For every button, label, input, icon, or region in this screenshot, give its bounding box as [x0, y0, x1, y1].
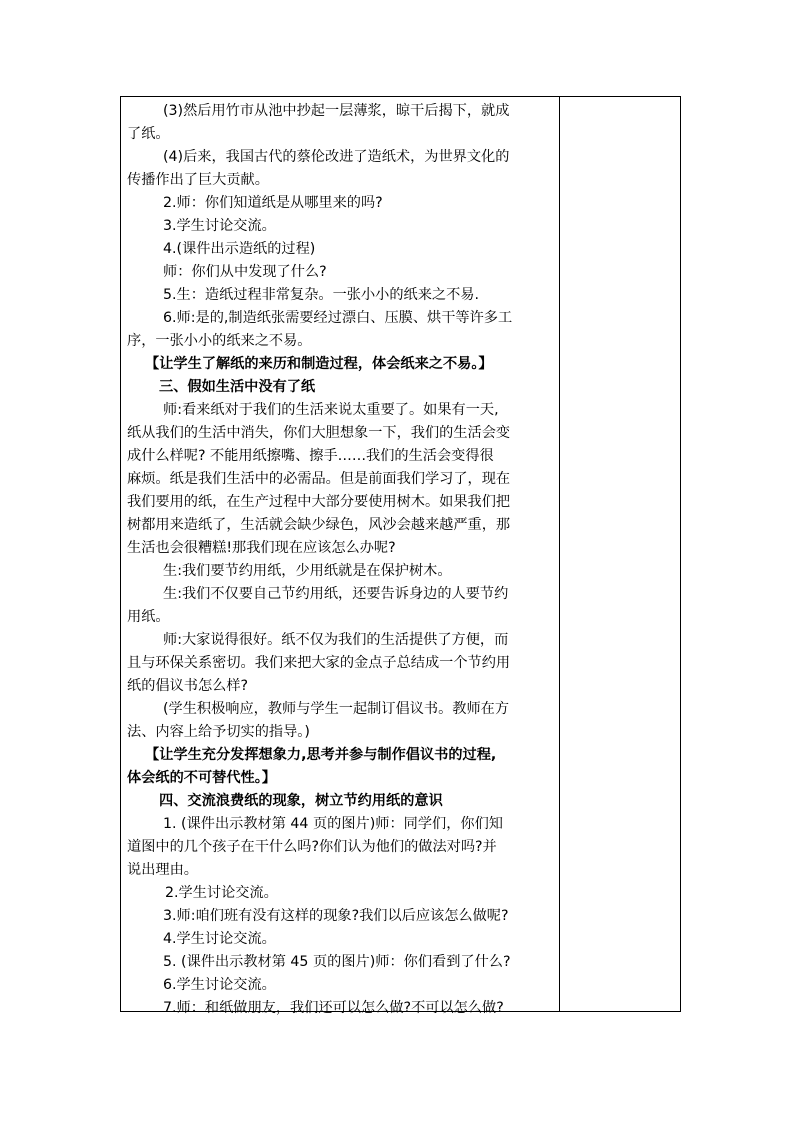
text-line: 6.师:是的,制造纸张需要经过漂白、压膜、烘干等许多工 [163, 310, 513, 326]
highlight-note: 【让学生充分发挥想象力,思考并参与制作倡议书的过程, [145, 747, 497, 763]
text-line: 6.学生讨论交流。 [163, 977, 276, 993]
text-line: 5.生：造纸过程非常复杂。一张小小的纸来之不易. [163, 287, 479, 303]
text-line: 4.学生讨论交流。 [163, 931, 276, 947]
text-line: 3.学生讨论交流。 [163, 218, 276, 234]
text-line: 说出理由。 [127, 862, 198, 878]
text-line: 师：你们从中发现了什么? [163, 264, 327, 280]
section-heading: 四、交流浪费纸的现象，树立节约用纸的意识 [159, 793, 443, 809]
text-line: 道图中的几个孩子在干什么吗?你们认为他们的做法对吗?并 [127, 839, 497, 855]
text-line: 麻烦。纸是我们生活中的必需品。但是前面我们学习了，现在 [127, 471, 511, 487]
text-line: 成什么样呢? 不能用纸擦嘴、擦手……我们的生活会变得很 [127, 448, 494, 464]
text-line: 生:我们不仅要自己节约用纸，还要告诉身边的人要节约 [163, 586, 509, 602]
text-line: 师:大家说得很好。纸不仅为我们的生活提供了方便，而 [163, 632, 509, 648]
lesson-content-cell [121, 100, 559, 1020]
section-heading: 三、假如生活中没有了纸 [159, 379, 316, 395]
highlight-note: 【让学生了解纸的来历和制造过程，体会纸来之不易。】 [145, 356, 493, 372]
text-line: 2.师：你们知道纸是从哪里来的吗? [163, 195, 383, 211]
highlight-note: 体会纸的不可替代性。】 [127, 770, 276, 786]
text-line: 生活也会很糟糕!那我们现在应该怎么办呢? [127, 540, 396, 556]
text-line: 纸的倡议书怎么样? [127, 678, 249, 694]
text-line: 树都用来造纸了，生活就会缺少绿色，风沙会越来越严重，那 [127, 517, 511, 533]
text-line: (4)后来，我国古代的蔡伦改进了造纸术，为世界文化的 [163, 149, 510, 165]
text-line: 4.(课件出示造纸的过程) [163, 241, 316, 257]
text-line: 3.师:咱们班有没有这样的现象?我们以后应该怎么做呢? [163, 908, 509, 924]
text-line: 2.学生讨论交流。 [165, 885, 278, 901]
column-divider [559, 97, 560, 1011]
text-line: 纸从我们的生活中消失，你们大胆想象一下，我们的生活会变 [127, 425, 511, 441]
text-line: 且与环保关系密切。我们来把大家的金点子总结成一个节约用 [127, 655, 511, 671]
text-line: 1. (课件出示教材第 44 页的图片)师：同学们，你们知 [163, 816, 503, 832]
text-line: 法、内容上给予切实的指导。) [127, 724, 310, 740]
text-line: 序，一张小小的纸来之不易。 [127, 333, 312, 349]
text-line: 师:看来纸对于我们的生活来说太重要了。如果有一天, [163, 402, 499, 418]
text-line: 5. (课件出示教材第 45 页的图片)师：你们看到了什么? [163, 954, 511, 970]
lesson-table [120, 96, 681, 1016]
text-line: 生:我们要节约用纸，少用纸就是在保护树木。 [163, 563, 452, 579]
text-line: 我们要用的纸，在生产过程中大部分要使用树木。如果我们把 [127, 494, 511, 510]
text-line: (3)然后用竹市从池中抄起一层薄浆，晾干后揭下，就成 [163, 103, 510, 119]
text-line: 传播作出了巨大贡献。 [127, 172, 269, 188]
text-line: 7.师：和纸做朋友，我们还可以怎么做?不可以怎么做? [163, 1000, 504, 1016]
text-line: 用纸。 [127, 609, 170, 625]
text-line: 了纸。 [127, 126, 170, 142]
text-line: (学生积极响应，教师与学生一起制订倡议书。教师在方 [163, 701, 510, 717]
